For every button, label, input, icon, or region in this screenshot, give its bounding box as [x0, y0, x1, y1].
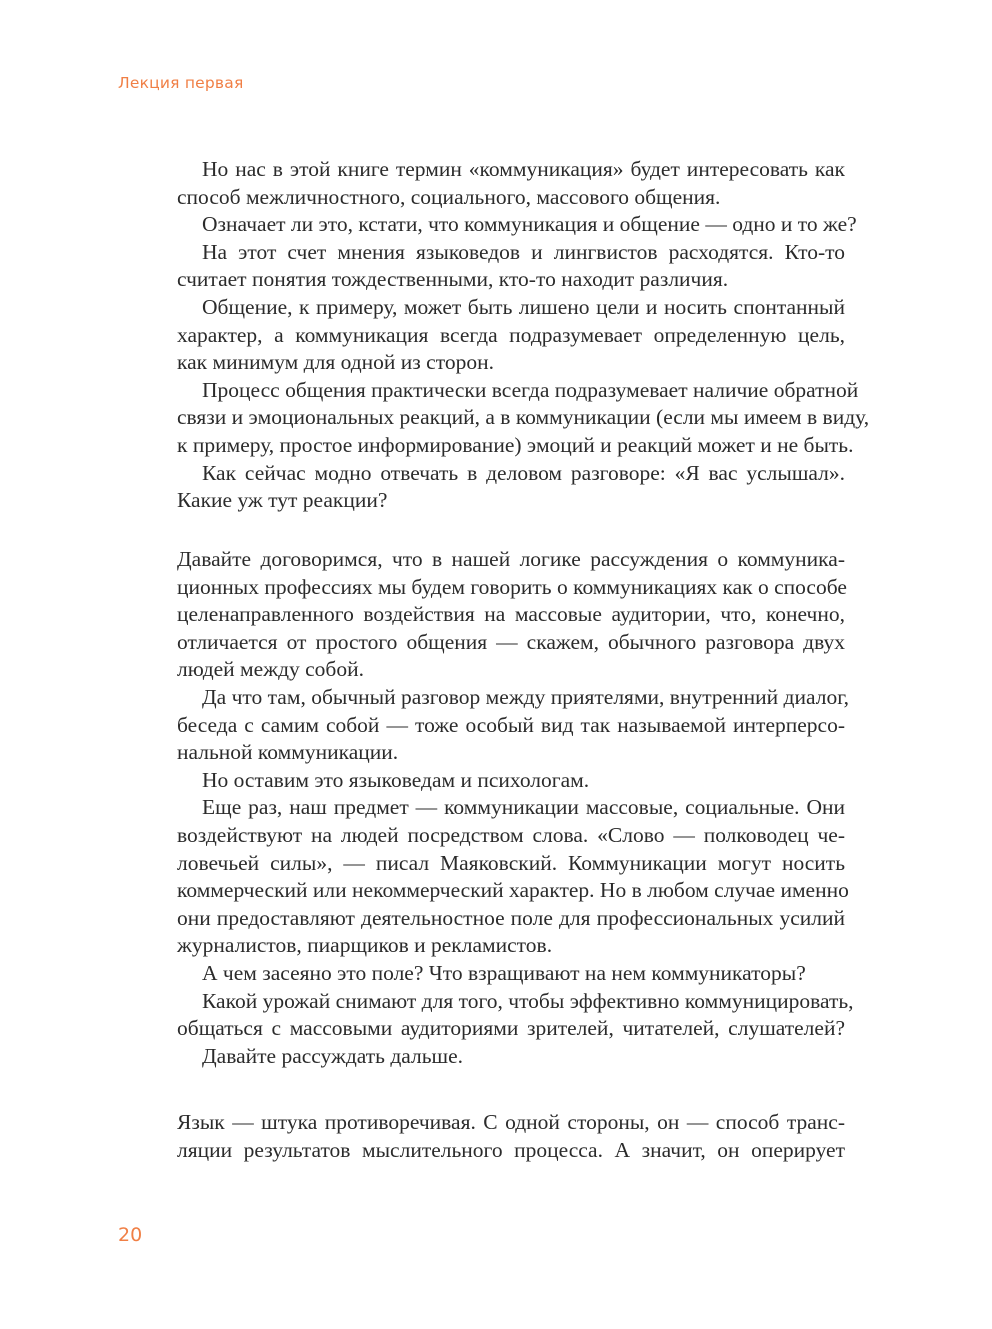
text-line: людей между собой.	[177, 657, 364, 682]
text-line: Какой урожай снимают для того, чтобы эффективно коммуницировать,	[202, 988, 854, 1013]
text-line: отличается от простого общения — скажем, обычного разговора двух	[177, 629, 845, 654]
text-line: к примеру, простое информирование) эмоций и реакций может и не быть.	[177, 432, 854, 457]
text-line: связи и эмоциональных реакций, а в коммуникации (если мы имеем в виду,	[177, 405, 870, 430]
text-line: журналистов, пиарщиков и рекламистов.	[177, 933, 553, 958]
text-line: Как сейчас модно отвечать в деловом разговоре: «Я вас услышал».	[202, 460, 845, 485]
text-block-3	[177, 1109, 845, 1164]
text-line: они предоставляют деятельностное поле для профессиональных усилий	[177, 905, 845, 930]
text-line: нальной коммуникации.	[177, 740, 399, 765]
text-line: Процесс общения практически всегда подразумевает наличие обратной	[202, 377, 859, 402]
text-line: ловечьей силы», — писал Маяковский. Коммуникации могут носить	[177, 850, 845, 875]
text-line: ционных профессиях мы будем говорить о коммуникациях как о способе	[177, 574, 847, 599]
text-line: На этот счет мнения языковедов и лингвистов расходятся. Кто-то	[202, 239, 845, 264]
text-line: Давайте договоримся, что в нашей логике рассуждения о коммуника-	[177, 547, 845, 571]
text-block-1	[177, 156, 870, 515]
text-block-2	[177, 546, 854, 1070]
text-line: характер, а коммуникация всегда подразумевает определенную цель,	[177, 322, 845, 347]
page-number: 20	[118, 1224, 143, 1246]
text-line: Еще раз, наш предмет — коммуникации массовые, социальные. Они	[202, 795, 845, 820]
text-line: воздействуют на людей посредством слова. «Слово — полководец че-	[177, 822, 845, 847]
text-line: как минимум для одной из сторон.	[177, 350, 494, 375]
text-line: беседа с самим собой — тоже особый вид так называемой интерперсо-	[177, 712, 845, 737]
text-line: Давайте рассуждать дальше.	[202, 1043, 464, 1068]
text-line: считает понятия тождественными, кто-то находит различия.	[177, 267, 729, 292]
text-line: способ межличностного, социального, массового общения.	[177, 184, 721, 209]
text-line: Какие уж тут реакции?	[177, 488, 388, 513]
text-line: коммерческий или некоммерческий характер. Но в любом случае именно	[177, 878, 849, 903]
text-line: Означает ли это, кстати, что коммуникация и общение — одно и то же?	[202, 212, 857, 237]
text-line: общаться с массовыми аудиториями зрителей, читателей, слушателей?	[177, 1016, 845, 1041]
text-line: Но нас в этой книге термин «коммуникация» будет интересовать как	[202, 157, 845, 181]
text-line: Язык — штука противоречивая. С одной стороны, он — способ транс-	[177, 1110, 845, 1134]
text-line: целенаправленного воздействия на массовые аудитории, что, конечно,	[177, 602, 845, 627]
text-line: ляции результатов мыслительного процесса. А значит, он оперирует	[177, 1137, 845, 1162]
text-line: А чем засеяно это поле? Что взращивают на нем коммуникаторы?	[202, 960, 806, 985]
text-line: Общение, к примеру, может быть лишено цели и носить спонтанный	[202, 294, 845, 319]
text-line: Да что там, обычный разговор между приятелями, внутренний диалог,	[202, 684, 849, 709]
running-head: Лекция первая	[118, 74, 244, 92]
text-line: Но оставим это языковедам и психологам.	[202, 767, 590, 792]
